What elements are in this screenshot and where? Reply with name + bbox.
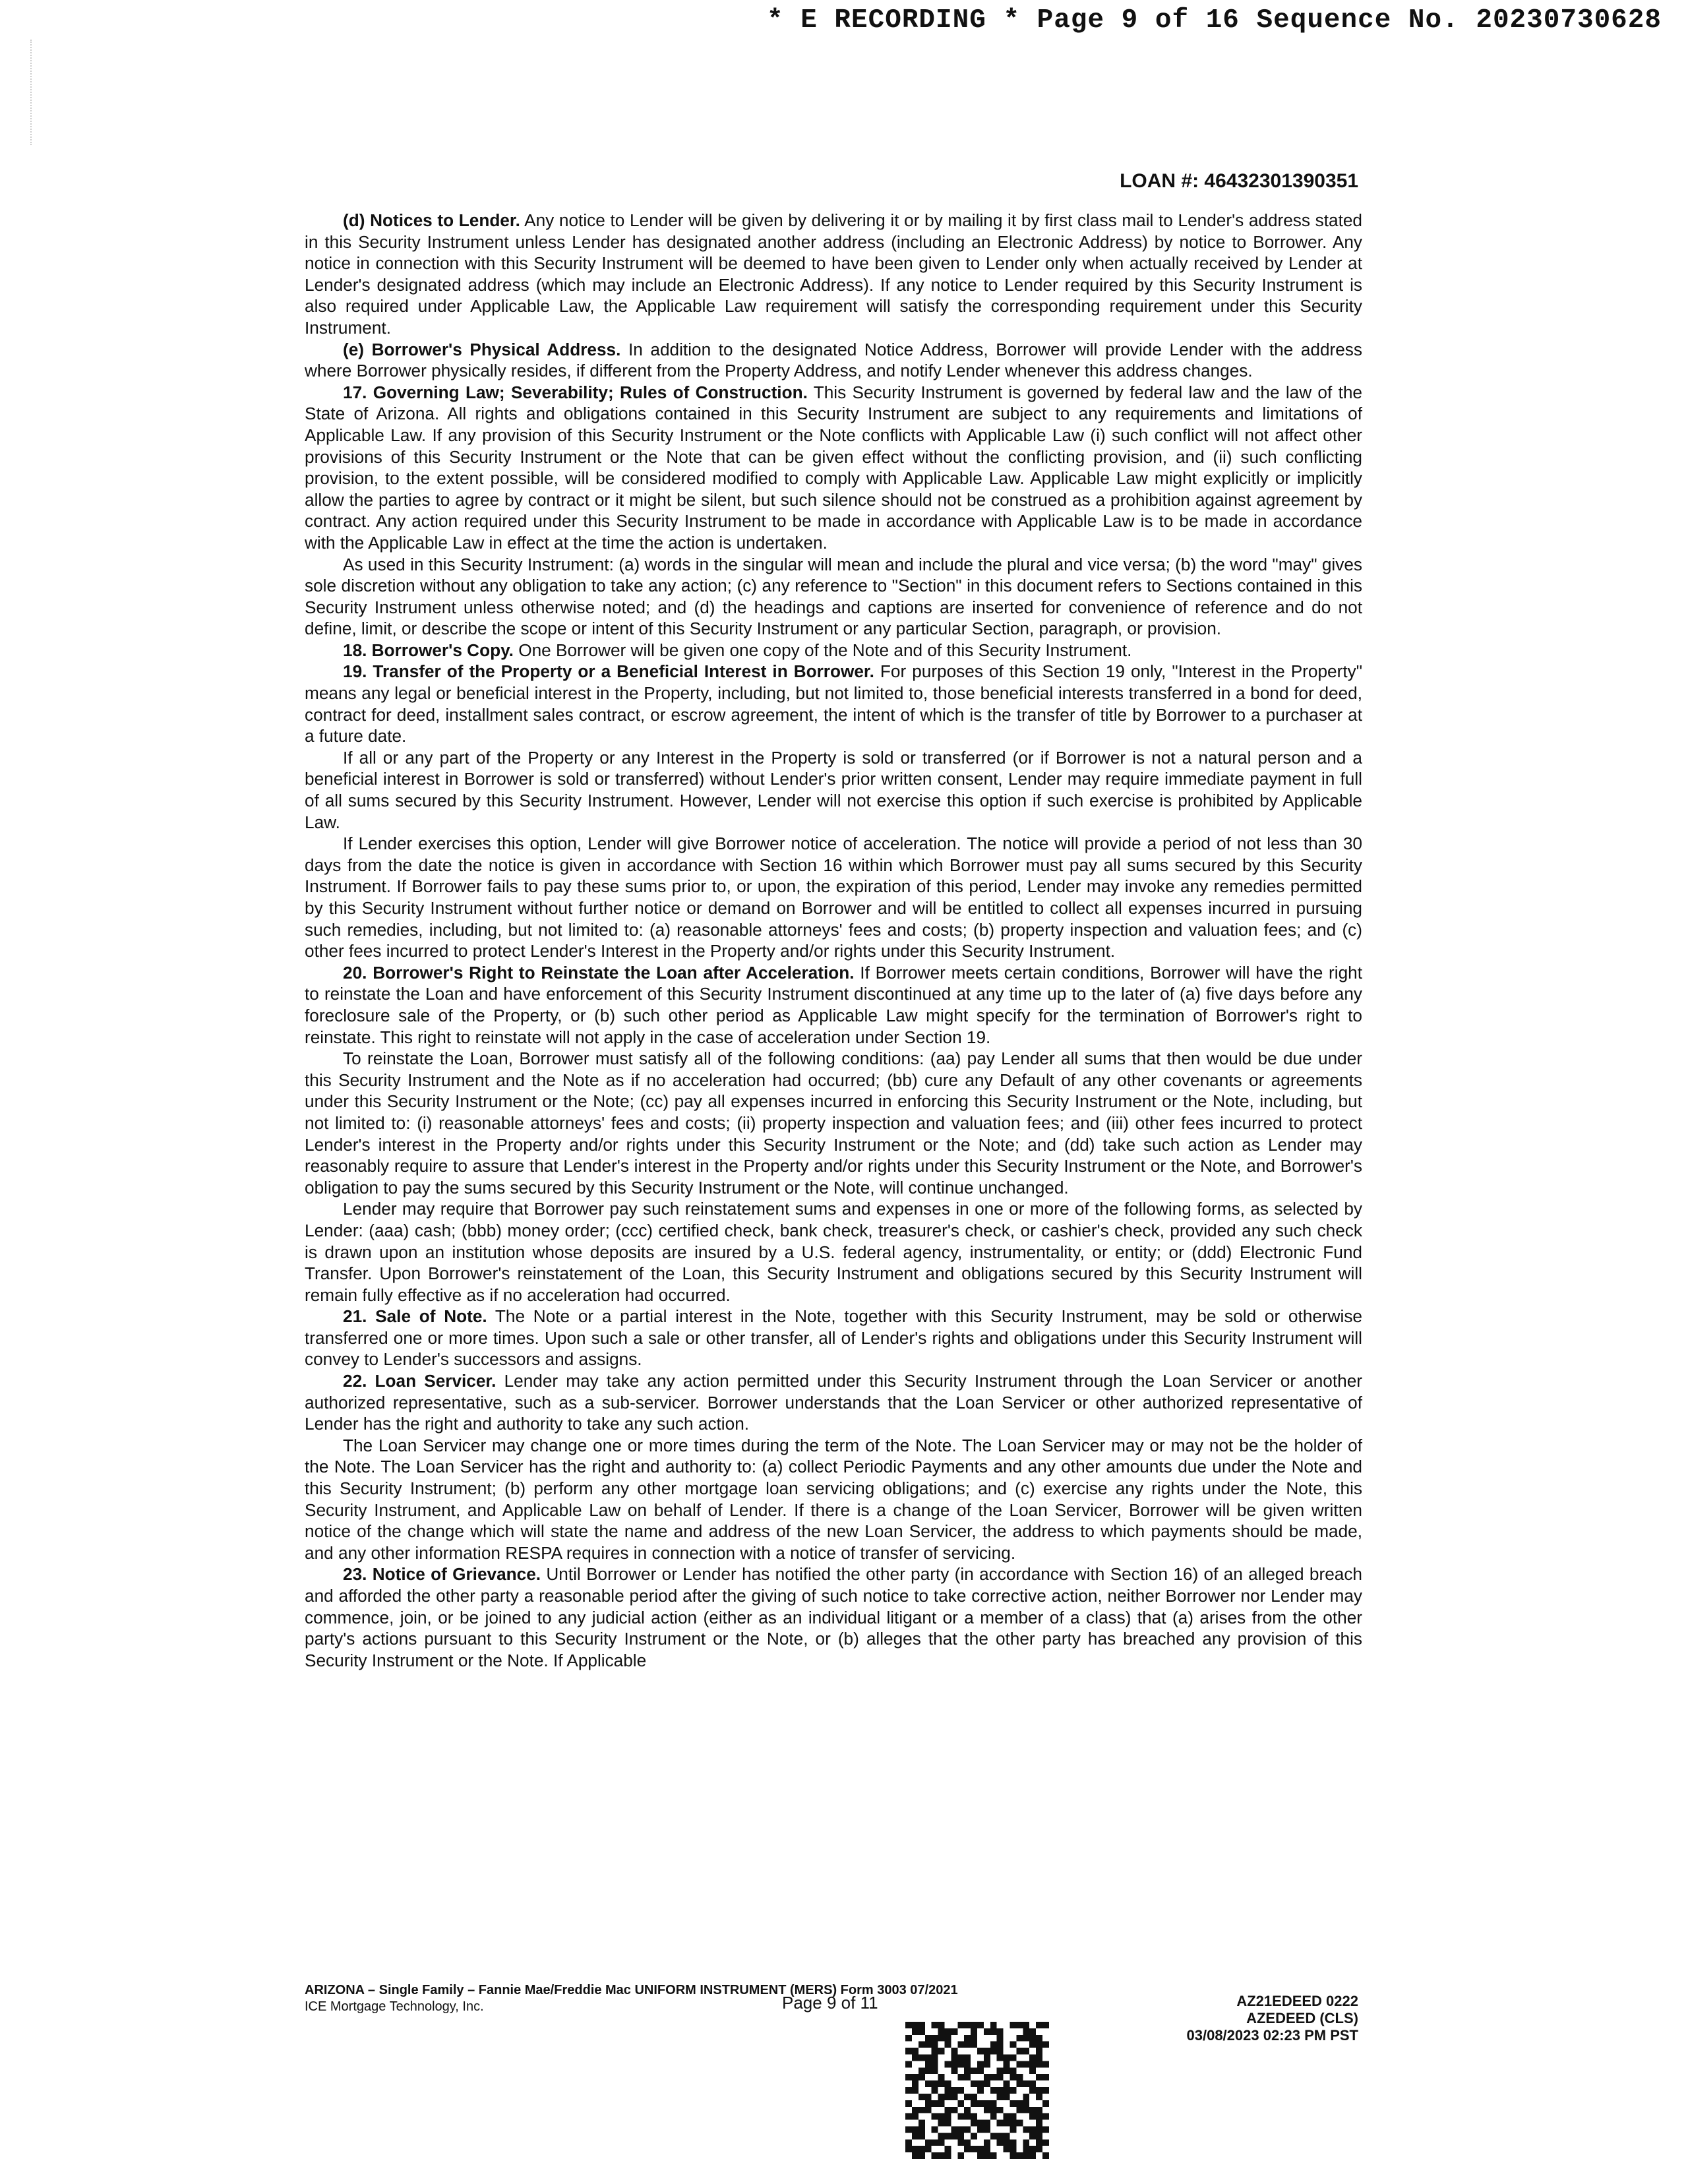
recording-stamp: * E RECORDING * Page 9 of 16 Sequence No. 20230730628 [766, 5, 1662, 36]
paragraph-servicer-change: The Loan Servicer may change one or more times during the term of the Note. The Loan Servicer may or may not be the holder of the Note. The Loan Servicer has the right and authority to: (a) collect Periodic Payments and any other amounts due under the Note and this Security Instrument; (b) perform any other mortgage loan servicing obligations; and (c) exercise any rights under the Note, this Security Instrument, and Applicable Law on behalf of Lender. If there is a change of the Loan Servicer, Borrower will be given written notice of the change which will state the name and address of the new Loan Servicer, the address to which payments should be made, and any other information RESPA requires in connection with a notice of transfer of servicing. [305, 1435, 1362, 1563]
paragraph-physical-address: (e) Borrower's Physical Address. In addition to the designated Notice Address, Borrower will provide Lender with the address where Borrower physically resides, if different from the Property Address, and notify Lender whenever this address changes. [305, 339, 1362, 381]
paragraph-borrowers-copy: 18. Borrower's Copy. One Borrower will be given one copy of the Note and of this Security Instrument. [343, 640, 1132, 660]
paragraph-sale-of-note: 21. Sale of Note. The Note or a partial interest in the Note, together with this Security Instrument, may be sold or otherwise transferred one or more times. Upon such a sale or other transfer, all of Lender's rights and obligations under this Security Instrument will convey to Lender's successors and assigns. [305, 1306, 1363, 1370]
paragraph-reinstate-forms: Lender may require that Borrower pay such reinstatement sums and expenses in one or more of the following forms, as selected by Lender: (aaa) cash; (bbb) money order; (ccc) certified check, bank check, treasurer's check, or cashier's check, provided any such check is drawn upon an institution whose deposits are insured by a U.S. federal agency, instrumentality, or entity; or (ddd) Electronic Fund Transfer. Upon Borrower's reinstatement of the Loan, this Security Instrument and obligations secured by this Security Instrument will remain fully effective as if no acceleration had occurred. [305, 1199, 1362, 1305]
footer-page-number: Page 9 of 11 [782, 1993, 878, 2013]
footer-code-1: AZ21EDEED 0222 [1236, 1993, 1358, 2009]
barcode-icon [905, 2022, 1050, 2159]
paragraph-transfer-of-property: 19. Transfer of the Property or a Beneficial Interest in Borrower. For purposes of this Section 19 only, "Interest in the Property" means any legal or beneficial interest in the Property, including, but not limited to, those beneficial interests transferred in a bond for deed, contract for deed, installment sales contract, or escrow agreement, the intent of which is the transfer of title by Borrower to a purchaser at a future date. [305, 661, 1362, 746]
footer-form-line: ARIZONA – Single Family – Fannie Mae/Freddie Mac UNIFORM INSTRUMENT (MERS) Form 3003 07/2021 [305, 1983, 958, 1997]
paragraph-notices-to-lender: (d) Notices to Lender. Any notice to Lender will be given by delivering it or by mailing it by first class mail to Lender's address stated in this Security Instrument unless Lender has designated another address (including an Electronic Address) by notice to Borrower. Any notice in connection with this Security Instrument will be deemed to have been given to Lender only when actually received by Lender at Lender's designated address (which may include an Electronic Address). If any notice to Lender required by this Security Instrument is also required under Applicable Law, the Applicable Law requirement will satisfy the corresponding requirement under this Security Instrument. [305, 210, 1362, 338]
paragraph-acceleration-notice: If Lender exercises this option, Lender will give Borrower notice of acceleration. The notice will provide a period of not less than 30 days from the date the notice is given in accordance with Section 16 within which Borrower must pay all sums secured by this Security Instrument. If Borrower fails to pay these sums prior to, or upon, the expiration of this period, Lender may invoke any remedies permitted by this Security Instrument without further notice or demand on Borrower and will be entitled to collect all expenses incurred in pursuing such remedies, including, but not limited to: (a) reasonable attorneys' fees and costs; (b) property inspection and valuation fees; and (c) other fees incurred to protect Lender's Interest in the Property and/or rights under this Security Instrument. [305, 834, 1362, 961]
paragraph-right-to-reinstate: 20. Borrower's Right to Reinstate the Loan after Acceleration. If Borrower meets certain conditions, Borrower will have the right to reinstate the Loan and have enforcement of this Security Instrument discontinued at any time up to the later of (a) five days before any foreclosure sale of the Property, or (b) such other period as Applicable Law might specify for the termination of Borrower's right to reinstate. This right to reinstate will not apply in the case of acceleration under Section 19. [305, 962, 1362, 1047]
document-body [305, 210, 1362, 1671]
footer-datetime: 03/08/2023 02:23 PM PST [1186, 2027, 1358, 2044]
paragraph-reinstate-conditions: To reinstate the Loan, Borrower must satisfy all of the following conditions: (aa) pay Lender all sums that then would be due under this Security Instrument and the Note as if no acceleration had occurred; (bb) cure any Default of any other covenants or agreements under this Security Instrument or the Note; (cc) pay all expenses incurred in enforcing this Security Instrument or the Note, including, but not limited to: (i) reasonable attorneys' fees and costs; (ii) property inspection and valuation fees; and (iii) other fees incurred to protect Lender's interest in the Property and/or rights under this Security Instrument or the Note; and (dd) take such action as Lender may reasonably require to assure that Lender's interest in the Property and/or rights under this Security Instrument or the Note, and Borrower's obligation to pay the sums secured by this Security Instrument or the Note, will continue unchanged. [305, 1048, 1362, 1198]
footer-codes [1187, 1993, 1359, 2044]
paragraph-loan-servicer: 22. Loan Servicer. Lender may take any action permitted under this Security Instrument through the Loan Servicer or another authorized representative, such as a sub-servicer. Borrower understands that the Loan Servicer or other authorized representative of Lender has the right and authority to take any such action. [305, 1371, 1362, 1434]
footer-vendor-line: ICE Mortgage Technology, Inc. [305, 1999, 484, 2014]
paragraph-governing-law: 17. Governing Law; Severability; Rules of Construction. This Security Instrument is governed by federal law and the law of the State of Arizona. All rights and obligations contained in this Security Instrument are subject to any requirements and limitations of Applicable Law. If any provision of this Security Instrument or the Note conflicts with Applicable Law (i) such conflict will not affect other provisions of this Security Instrument or the Note that can be given effect without the conflicting provision, and (ii) such conflicting provision, to the extent possible, will be considered modified to comply with Applicable Law. Applicable Law might explicitly or implicitly allow the parties to agree by contract or it might be silent, but such silence should not be construed as a prohibition against agreement by contract. Any action required under this Security Instrument to be made in accordance with Applicable Law is to be made in accordance with the Applicable Law in effect at the time the action is undertaken. [305, 382, 1362, 553]
footer-code-2: AZEDEED (CLS) [1246, 2010, 1358, 2026]
loan-number: LOAN #: 46432301390351 [1120, 170, 1358, 192]
paragraph-notice-of-grievance: 23. Notice of Grievance. Until Borrower or Lender has notified the other party (in accordance with Section 16) of an alleged breach and afforded the other party a reasonable period after the giving of such notice to take corrective action, neither Borrower nor Lender may commence, join, or be joined to any judicial action (either as an individual litigant or a member of a class) that (a) arises from the other party's actions pursuant to this Security Instrument or the Note, or (b) alleges that the other party has breached any provision of this Security Instrument or the Note. If Applicable [305, 1564, 1362, 1670]
paragraph-construction: As used in this Security Instrument: (a) words in the singular will mean and include the plural and vice versa; (b) the word "may" gives sole discretion without any obligation to take any action; (c) any reference to "Section" in this document refers to Sections contained in this Security Instrument unless otherwise noted; and (d) the headings and captions are inserted for convenience of reference and do not define, limit, or describe the scope or intent of this Security Instrument or any particular Section, paragraph, or provision. [305, 554, 1362, 639]
scan-margin-marks [30, 40, 34, 145]
paragraph-transfer-consent: If all or any part of the Property or any Interest in the Property is sold or transferred (or if Borrower is not a natural person and a beneficial interest in Borrower is sold or transferred) without Lender's prior written consent, Lender may require immediate payment in full of all sums secured by this Security Instrument. However, Lender will not exercise this option if such exercise is prohibited by Applicable Law. [305, 747, 1362, 832]
